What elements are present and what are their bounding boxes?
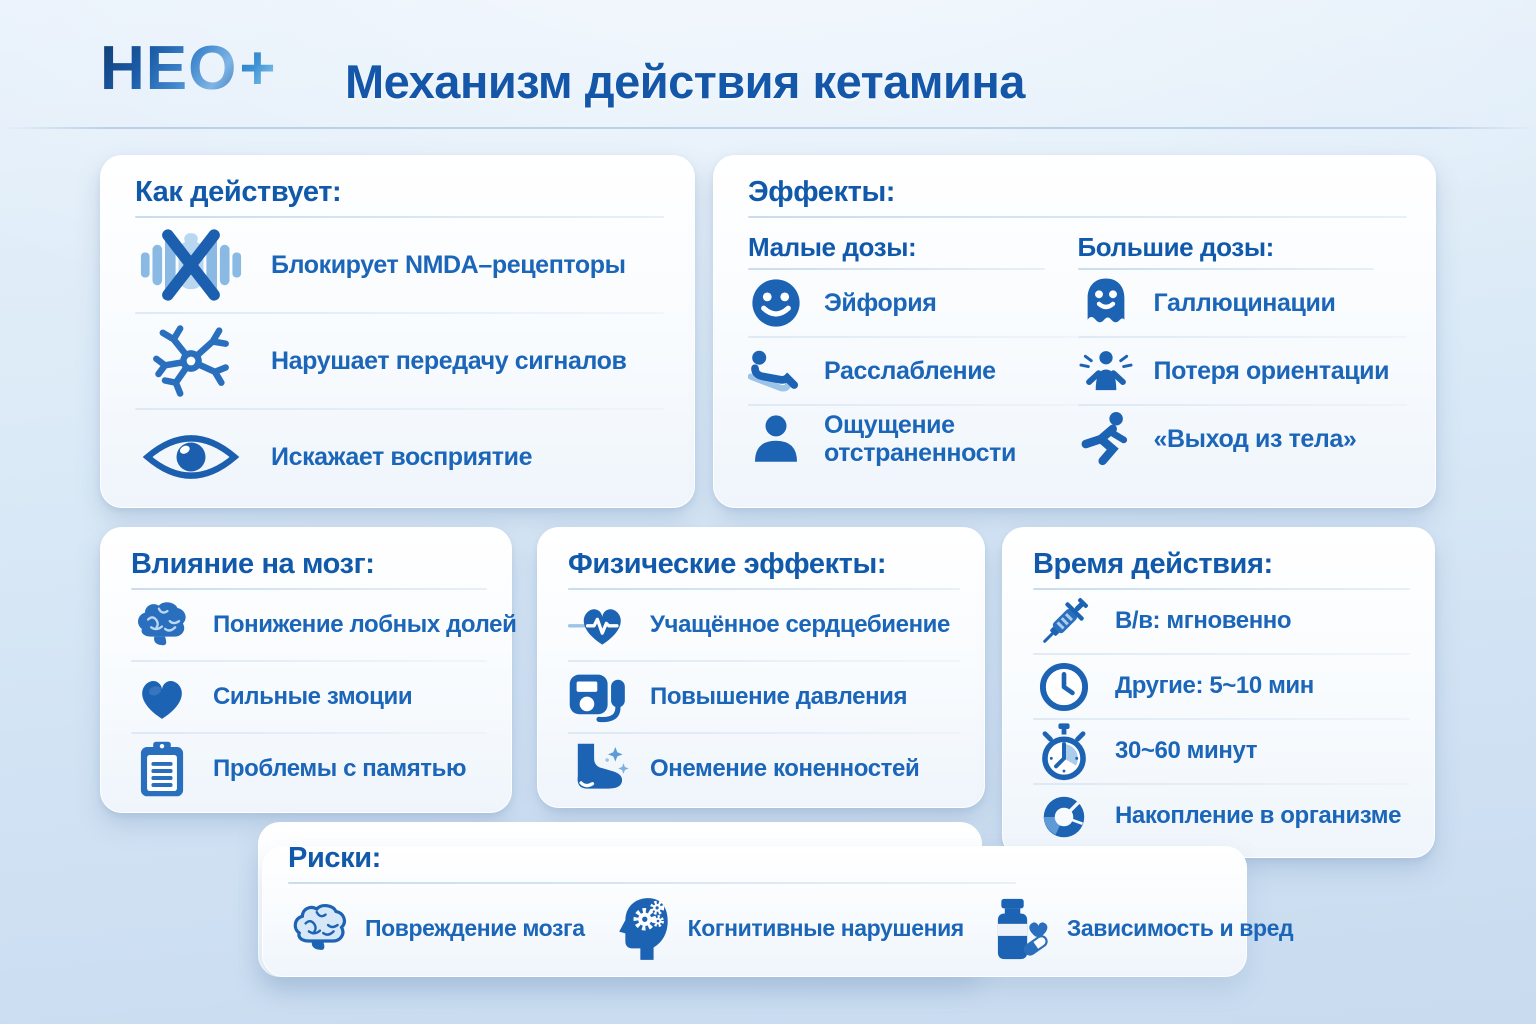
- card-timing: [1002, 527, 1435, 858]
- card-physical-title: Физические эффекты:: [568, 548, 887, 580]
- small-doses-column: [748, 232, 1078, 472]
- list-item: [135, 314, 664, 408]
- item-label: Накопление в организме: [1115, 802, 1402, 830]
- blood-pressure-icon: [568, 669, 630, 725]
- card-risks-title: Риски:: [288, 842, 381, 874]
- list-item: [990, 897, 1293, 961]
- list-item: [748, 270, 1078, 336]
- item-label: Эйфория: [824, 289, 937, 317]
- item-label: Потеря ориентации: [1153, 357, 1390, 385]
- item-label: Ощущение отстраненности: [824, 411, 1016, 467]
- brand-logo: [100, 34, 277, 103]
- ghost-icon: [1078, 275, 1134, 331]
- reclining-person-icon: [748, 345, 804, 397]
- page-title: Механизм действия кетамина: [345, 55, 1025, 108]
- divider: [748, 404, 1078, 406]
- card-brain-title: Влияние на мозг:: [131, 548, 375, 580]
- item-label: Учащённое сердцебиение: [650, 610, 950, 638]
- list-item: [611, 896, 964, 962]
- item-label: Проблемы с памятью: [213, 754, 467, 782]
- item-label: Расслабление: [824, 357, 996, 385]
- large-doses-column: [1078, 232, 1408, 472]
- card-how-it-works: [100, 155, 695, 508]
- card-timing-title: Время действия:: [1033, 548, 1273, 580]
- item-label: «Выход из тела»: [1153, 425, 1357, 453]
- list-item: [135, 218, 664, 312]
- list-item: [288, 900, 585, 958]
- divider: [288, 882, 1016, 884]
- brand-logo-text: НЕО: [100, 34, 238, 103]
- clock-icon: [1033, 660, 1095, 714]
- list-item: [568, 734, 960, 804]
- item-label: Галлюцинации: [1153, 289, 1336, 317]
- effects-columns: [748, 232, 1407, 472]
- item-label: Повреждение мозга: [365, 915, 585, 942]
- list-item: [131, 590, 517, 660]
- risks-items-row: [288, 896, 1294, 962]
- brain-icon: [131, 597, 193, 653]
- person-icon: [748, 411, 804, 467]
- divider: [1033, 653, 1410, 655]
- divider: [1033, 783, 1410, 785]
- list-item: [1078, 270, 1408, 336]
- list-item: [568, 590, 960, 660]
- divider: [131, 732, 487, 734]
- item-label: Блокирует NMDA–рецепторы: [271, 251, 626, 279]
- neuron-icon: [135, 322, 247, 400]
- divider: [131, 660, 487, 662]
- divider: [568, 732, 960, 734]
- item-label: Зависимость и вред: [1066, 915, 1294, 942]
- item-label: Когнитивные нарушения: [687, 915, 964, 942]
- list-item: [1078, 406, 1408, 472]
- divider: [135, 312, 664, 314]
- eye-icon: [135, 428, 247, 486]
- divider: [1078, 336, 1408, 338]
- divider: [748, 336, 1078, 338]
- list-item: [1033, 720, 1410, 783]
- list-item: [1078, 338, 1408, 404]
- item-label: Повышение давления: [650, 682, 908, 710]
- pill-bottle-icon: [990, 897, 1054, 961]
- head-gears-icon: [611, 896, 675, 962]
- disoriented-person-icon: [1078, 346, 1134, 396]
- smiley-icon: [748, 274, 804, 332]
- risk-brain-icon: [288, 900, 352, 958]
- clipboard-icon: [131, 740, 193, 798]
- divider: [1033, 718, 1410, 720]
- card-risks: [258, 822, 1294, 975]
- syringe-icon: [1033, 593, 1095, 651]
- divider: [748, 216, 1407, 218]
- list-item: [131, 662, 487, 732]
- large-doses-title: Большие дозы:: [1077, 232, 1274, 262]
- item-label: Понижение лобных долей: [213, 610, 517, 638]
- small-doses-title: Малые дозы:: [748, 232, 917, 262]
- heart-icon: [131, 671, 193, 723]
- heartbeat-icon: [568, 598, 630, 652]
- divider: [1078, 404, 1408, 406]
- list-item: [1033, 655, 1410, 718]
- card-effects: [713, 155, 1436, 508]
- list-item: [131, 734, 487, 804]
- item-label: Искажает восприятие: [271, 443, 533, 471]
- list-item: [135, 410, 664, 504]
- list-item: [1033, 590, 1410, 653]
- receptor-blocked-icon: [135, 223, 247, 307]
- stopwatch-icon: [1033, 723, 1095, 781]
- header-divider: [0, 127, 1536, 129]
- divider: [568, 660, 960, 662]
- item-label: 30~60 минут: [1115, 737, 1258, 765]
- card-physical-effects: [537, 527, 985, 808]
- item-label: Нарушает передачу сигналов: [271, 347, 627, 375]
- divider: [135, 408, 664, 410]
- item-label: Сильные змоции: [213, 682, 413, 710]
- floating-person-icon: [1078, 410, 1134, 468]
- item-label: Другие: 5~10 мин: [1115, 672, 1314, 700]
- card-effects-title: Эффекты:: [748, 176, 896, 208]
- list-item: [568, 662, 960, 732]
- list-item: [748, 406, 1078, 472]
- list-item: [748, 338, 1078, 404]
- item-label: В/в: мгновенно: [1115, 607, 1292, 635]
- brand-logo-plus: +: [239, 34, 277, 103]
- numb-foot-icon: [568, 742, 630, 796]
- card-brain-influence: [100, 527, 517, 813]
- item-label: Онемение коненностей: [650, 754, 920, 782]
- card-how-title: Как действует:: [135, 176, 342, 208]
